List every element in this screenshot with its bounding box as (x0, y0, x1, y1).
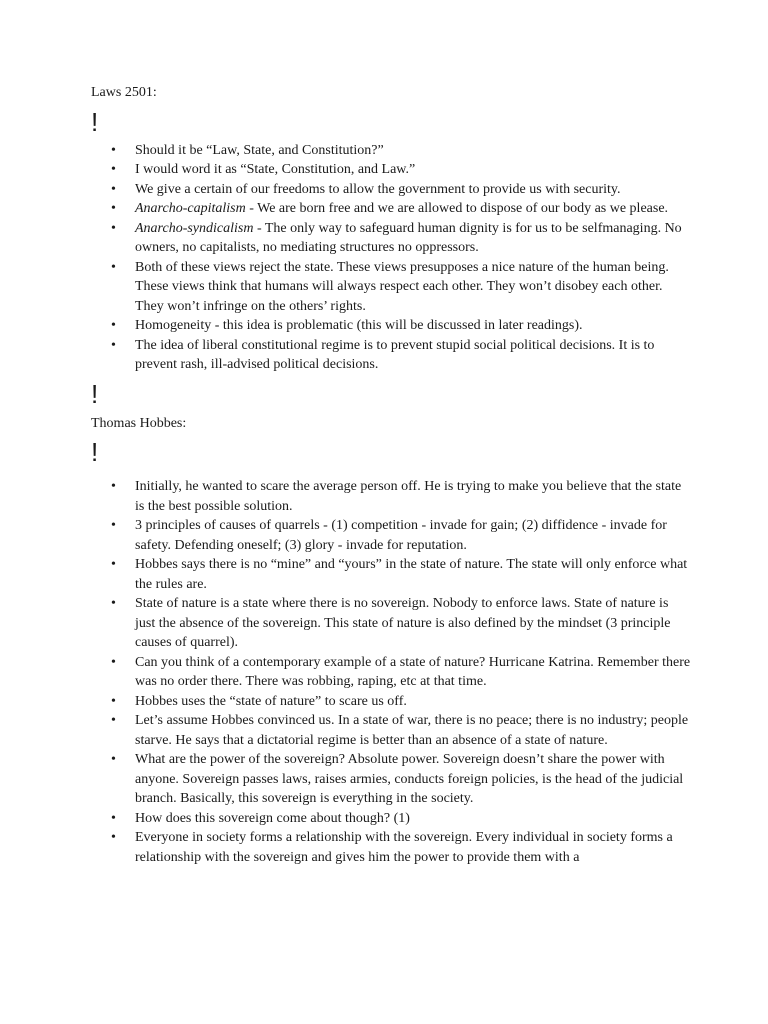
exclamation-marker: ! (91, 378, 99, 409)
list-item: • Can you think of a contemporary example of a state of nature? Hurricane Katrina. Remember there was no order there. There was robbing, raping, etc at that time. (111, 654, 691, 689)
list-item: • How does this sovereign come about though? (1) (111, 810, 410, 826)
italic-term: Anarcho-capitalism (135, 201, 246, 216)
list-item: • Anarcho-capitalism - We are born free and we are allowed to dispose of our body as we please. (111, 201, 669, 216)
laws-bullet-list (91, 141, 691, 375)
exclamation-marker: ! (91, 437, 99, 467)
exclamation-marker: ! (91, 106, 99, 137)
list-item: • Hobbes says there is no “mine” and “yours” in the state of nature. The state will only enforce what the rules are. (111, 557, 688, 592)
list-item: • Both of these views reject the state. These views presupposes a nice nature of the human being. These views think that humans will always respect each other. They won’t disobey each other. They won’t infringe on the others’ rights. (111, 259, 669, 314)
list-item: • Should it be “Law, State, and Constitution?” (111, 142, 384, 158)
italic-term: Anarcho-syndicalism (135, 220, 254, 236)
section-heading-laws: Laws 2501: (91, 85, 157, 100)
document-page (91, 83, 691, 867)
section-heading-hobbes: Thomas Hobbes: (91, 415, 187, 431)
hobbes-bullet-list (91, 477, 691, 867)
list-item: • Homogeneity - this idea is problematic (this will be discussed in later readings). (111, 318, 583, 333)
list-item: • I would word it as “State, Constitution, and Law.” (111, 162, 416, 177)
list-item: • Anarcho-syndicalism - The only way to safeguard human dignity is for us to be selfmanaging. No owners, no capitalists, no mediating structures no oppressors. (111, 220, 682, 255)
list-item: • What are the power of the sovereign? Absolute power. Sovereign doesn’t share the power with anyone. Sovereign passes laws, raises armies, conducts foreign policies, is the head of the judicial branch. Basically, this sovereign is everything in the society. (111, 752, 684, 806)
list-item: • Initially, he wanted to scare the average person off. He is trying to make you believe that the state is the best possible solution. (111, 479, 682, 514)
list-item: • Let’s assume Hobbes convinced us. In a state of war, there is no peace; there is no industry; people starve. He says that a dictatorial regime is better than an absence of a state of nature. (111, 713, 689, 748)
list-item: • We give a certain of our freedoms to allow the government to provide us with security. (111, 181, 621, 197)
list-item: • The idea of liberal constitutional regime is to prevent stupid social political decisions. It is to prevent rash, ill-advised political decisions. (111, 337, 655, 372)
list-item: • 3 principles of causes of quarrels - (1) competition - invade for gain; (2) diffidence - invade for safety. Defending oneself; (3) glory - invade for reputation. (111, 518, 667, 553)
list-item: • State of nature is a state where there is no sovereign. Nobody to enforce laws. State of nature is just the absence of the sovereign. This state of nature is also defined by the mindset (3 principle causes of quarrel). (111, 596, 671, 650)
list-item: • Everyone in society forms a relationship with the sovereign. Every individual in society forms a relationship with the sovereign and gives him the power to provide them with a (111, 830, 673, 865)
list-item: • Hobbes uses the “state of nature” to scare us off. (111, 693, 407, 709)
